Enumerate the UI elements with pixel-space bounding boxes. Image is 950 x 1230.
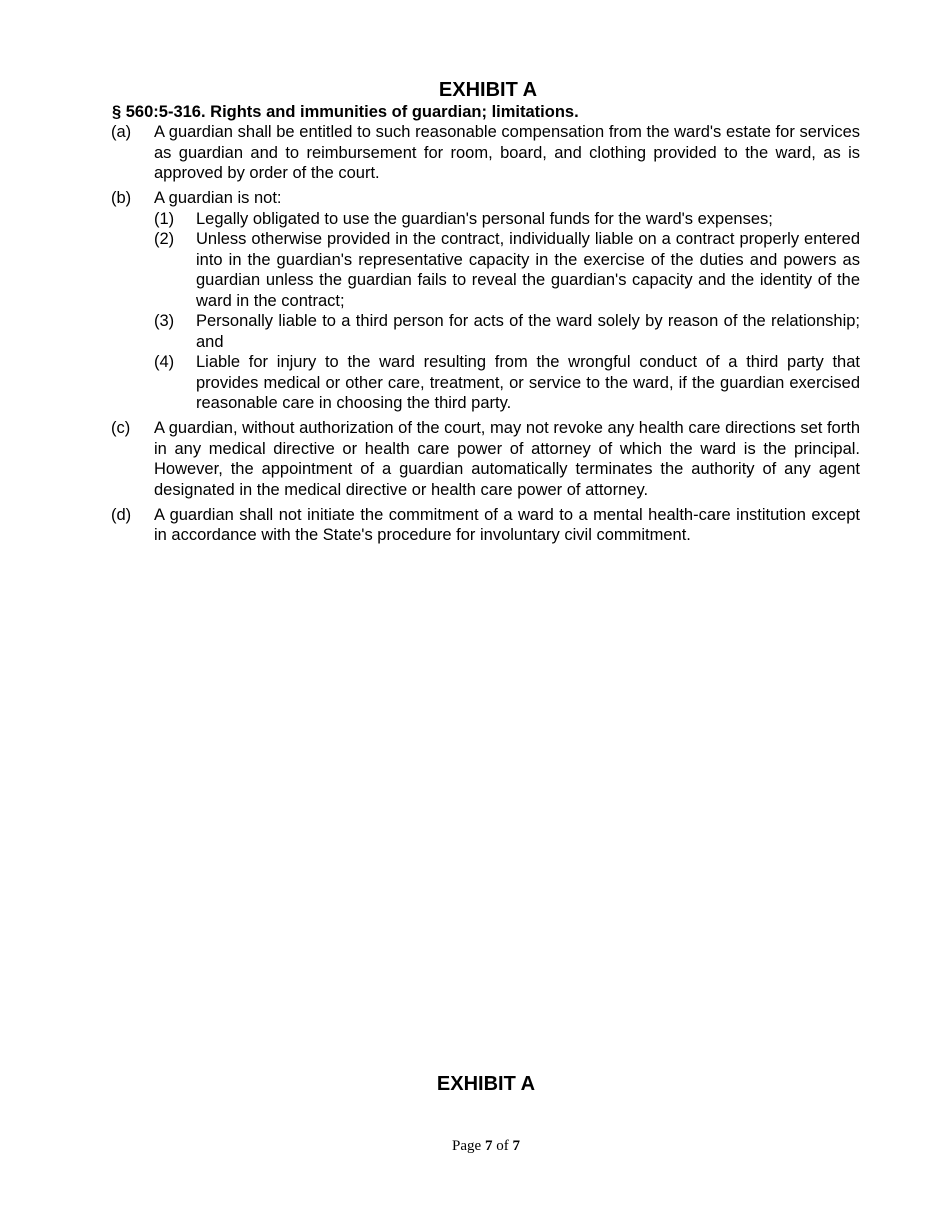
page-of: of (496, 1138, 509, 1154)
paragraph-text: A guardian shall not initiate the commitment of a ward to a mental health-care institution except in accordance with the State's procedure for involuntary civil commitment. (154, 505, 860, 544)
subitem-marker: (1) (154, 209, 175, 228)
subitem-marker: (3) (154, 312, 175, 330)
subitem-1 (154, 209, 860, 230)
section-heading: § 560:5-316. Rights and immunities of guardian; limitations. (112, 103, 579, 121)
paragraph-text: A guardian, without authorization of the court, may not revoke any health care directions set forth in any medical directive or health care power of attorney of which the ward is the principal. However, the appointment of a guardian automatically terminates the authority of any agent designated in the medical directive or health care power of attorney. (154, 419, 860, 499)
paragraph-c (111, 418, 860, 500)
page-number (0, 1137, 950, 1155)
statute-body (111, 122, 860, 550)
exhibit-title-top: EXHIBIT A (438, 79, 538, 101)
paragraph-text: A guardian shall be entitled to such reasonable compensation from the ward's estate for services as guardian and to reimbursement for room, board, and clothing provided to the ward, as is approved by order of the court. (154, 123, 860, 182)
subitem-2 (154, 229, 860, 311)
subitem-text: Legally obligated to use the guardian's personal funds for the ward's expenses; (196, 209, 773, 228)
page-current: 7 (484, 1138, 493, 1154)
page-total: 7 (512, 1138, 520, 1154)
paragraph-text: A guardian is not: (154, 189, 282, 207)
paragraph-marker: (d) (111, 505, 132, 524)
subitem-4 (154, 352, 860, 414)
subitem-text: Liable for injury to the ward resulting from the wrongful conduct of a third party that provides medical or other care, treatment, or service to the ward, if the guardian exercised reasonable care in choosing the third party. (196, 353, 860, 412)
paragraph-b (111, 188, 860, 414)
paragraph-marker: (c) (111, 419, 131, 437)
paragraph-d (111, 505, 860, 546)
paragraph-marker: (b) (111, 189, 132, 207)
exhibit-title-bottom: EXHIBIT A (436, 1073, 536, 1095)
paragraph-a (111, 122, 860, 184)
paragraph-marker: (a) (111, 123, 132, 141)
subitem-text: Personally liable to a third person for acts of the ward solely by reason of the relationship; and (196, 312, 860, 351)
subitem-marker: (4) (154, 353, 175, 371)
page-prefix: Page (452, 1138, 482, 1154)
subitem-3 (154, 311, 860, 352)
subitem-marker: (2) (154, 230, 175, 248)
subitem-text: Unless otherwise provided in the contract, individually liable on a contract properly entered into in the guardian's representative capacity in the exercise of the duties and powers as guardian unless the guardian fails to reveal the guardian's capacity and the identity of the ward in the contract; (196, 230, 860, 310)
